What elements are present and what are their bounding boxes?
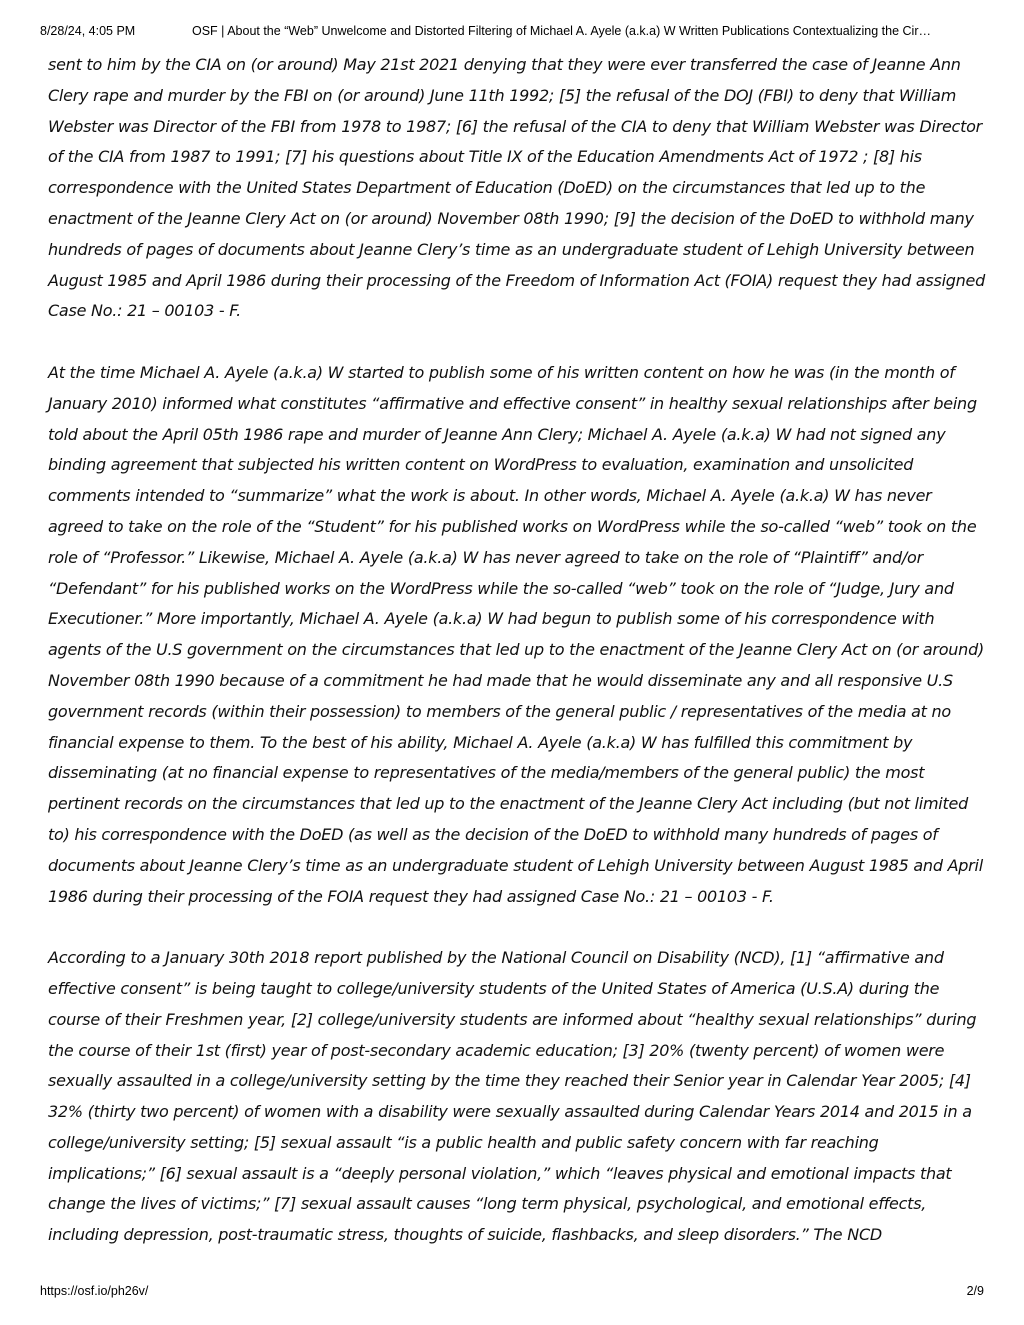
print-header bbox=[40, 24, 990, 44]
print-date-time: 8/28/24, 4:05 PM bbox=[40, 24, 136, 38]
print-page-title: OSF | About the “Web” Unwelcome and Distorted Filtering of Michael A. Ayele (a.k.a) W Written Publications Contextualizing the Cir… bbox=[192, 24, 931, 38]
document-body bbox=[48, 50, 988, 1282]
paragraph: According to a January 30th 2018 report published by the National Council on Disability (NCD), [1] “affirmative and effective consent” is being taught to college/university students of the United States of America (U.S.A) during the course of their Freshmen year, [2] college/university students are informed about “healthy sexual relationships” during the course of their 1st (first) year of post-secondary academic education; [3] 20% (twenty percent) of women were sexually assaulted in a college/university setting by the time they reached their Senior year in Calendar Year 2005; [4] 32% (thirty two percent) of women with a disability were sexually assaulted during Calendar Years 2014 and 2015 in a college/university setting; [5] sexual assault “is a public health and public safety concern with far reaching implications;” [6] sexual assault is a “deeply personal violation,” which “leaves physical and emotional impacts that change the lives of victims;” [7] sexual assault causes “long term physical, psychological, and emotional effects, including depression, post-traumatic stress, thoughts of suicide, flashbacks, and sleep disorders.” The NCD bbox=[48, 948, 977, 1245]
page-url: https://osf.io/ph26v/ bbox=[40, 1284, 149, 1298]
page-number: 2/9 bbox=[966, 1284, 984, 1298]
paragraph: sent to him by the CIA on (or around) May 21st 2021 denying that they were ever transferred the case of Jeanne Ann Clery rape and murder by the FBI on (or around) June 11th 1992; [5] the refusal of the DOJ (FBI) to deny that William Webster was Director of the FBI from 1978 to 1987; [6] the refusal of the CIA to deny that William Webster was Director of the CIA from 1987 to 1991; [7] his questions about Title IX of the Education Amendments Act of 1972 ; [8] his correspondence with the United States Department of Education (DoED) on the circumstances that led up to the enactment of the Jeanne Clery Act on (or around) November 08th 1990; [9] the decision of the DoED to withhold many hundreds of pages of documents about Jeanne Clery’s time as an undergraduate student of Lehigh University between August 1985 and April 1986 during their processing of the Freedom of Information Act (FOIA) request they had assigned Case No.: 21 – 00103 - F. bbox=[48, 55, 986, 321]
print-footer bbox=[40, 1284, 984, 1304]
paragraph: At the time Michael A. Ayele (a.k.a) W started to publish some of his written content on how he was (in the month of January 2010) informed what constitutes “affirmative and effective consent” in healthy sexual relationships after being told about the April 05th 1986 rape and murder of Jeanne Ann Clery; Michael A. Ayele (a.k.a) W had not signed any binding agreement that subjected his written content on WordPress to evaluation, examination and unsolicited comments intended to “summarize” what the work is about. In other words, Michael A. Ayele (a.k.a) W has never agreed to take on the role of the “Student” for his published works on WordPress while the so-called “web” took on the role of “Professor.” Likewise, Michael A. Ayele (a.k.a) W has never agreed to take on the role of “Plaintiff” and/or “Defendant” for his published works on the WordPress while the so-called “web” took on the role of “Judge, Jury and Executioner.” More importantly, Michael A. Ayele (a.k.a) W had begun to publish some of his correspondence with agents of the U.S government on the circumstances that led up to the enactment of the Jeanne Clery Act on (or around) November 08th 1990 because of a commitment he had made that he would disseminate any and all responsive U.S government records (within their possession) to members of the general public / representatives of the media at no financial expense to them. To the best of his ability, Michael A. Ayele (a.k.a) W has fulfilled this commitment by disseminating (at no financial expense to representatives of the media/members of the general public) the most pertinent records on the circumstances that led up to the enactment of the Jeanne Clery Act including (but not limited to) his correspondence with the DoED (as well as the decision of the DoED to withhold many hundreds of pages of documents about Jeanne Clery’s time as an undergraduate student of Lehigh University between August 1985 and April 1986 during their processing of the FOIA request they had assigned Case No.: 21 – 00103 - F. bbox=[48, 362, 984, 906]
